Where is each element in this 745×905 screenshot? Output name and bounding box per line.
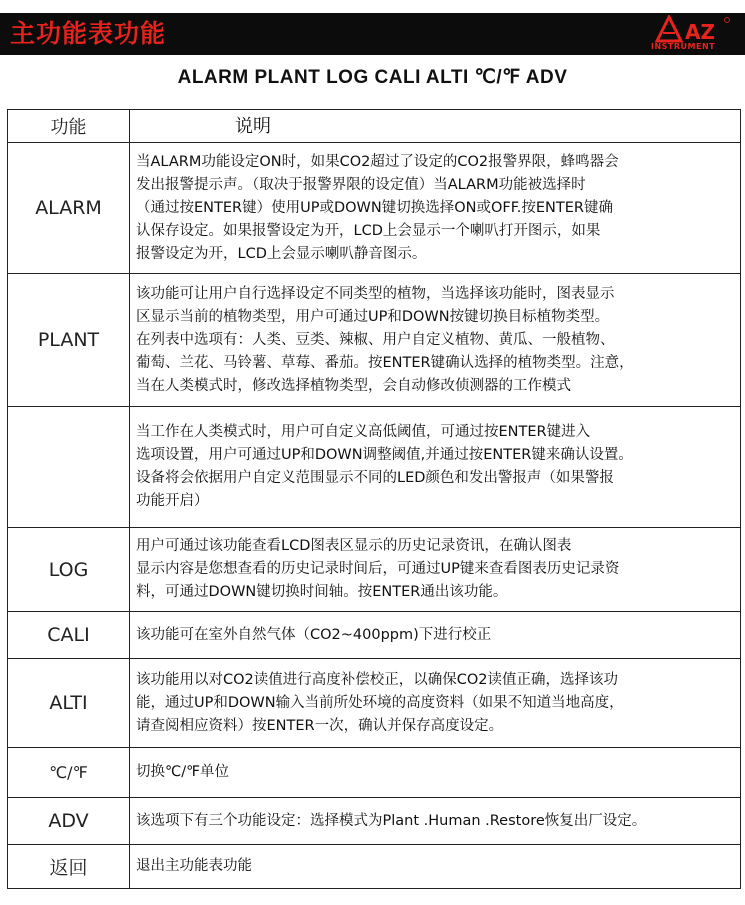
header-bar (0, 13, 745, 55)
table-row (8, 845, 741, 889)
description-line: 在列表中选项有：人类、豆类、辣椒、用户自定义植物、黄瓜、一般植物、 (136, 331, 615, 348)
table-header-row (8, 110, 741, 143)
function-name: CALI (8, 612, 130, 659)
description-line: 设备将会依据用户自定义范围显示不同的LED颜色和发出警报声（如果警报 (136, 470, 614, 486)
table-row (8, 659, 741, 748)
table-row (8, 612, 741, 659)
column-header-description: 说明 (130, 110, 741, 143)
function-name: 返回 (8, 845, 130, 889)
description-line: 当ALARM功能设定ON时，如果CO2超过了设定的CO2报警界限，蜂鸣器会 (136, 153, 619, 170)
function-description (130, 274, 741, 407)
description-line: 当工作在人类模式时，用户可自定义高低阈值，可通过按ENTER键进入 (136, 424, 591, 440)
description-line: 退出主功能表功能 (136, 858, 252, 874)
function-description (130, 407, 741, 528)
description-line: 显示内容是您想查看的历史记录时间后，可通过UP键来查看图表历史记录资 (136, 561, 620, 577)
function-name: PLANT (8, 274, 130, 407)
function-description (130, 748, 741, 798)
description-line: （通过按ENTER键）使用UP或DOWN键切换选择ON或OFF.按ENTER键确 (136, 199, 613, 216)
function-description (130, 659, 741, 748)
function-name: LOG (8, 528, 130, 612)
function-description (130, 798, 741, 845)
function-description (130, 143, 741, 274)
description-line: 请查阅相应资料）按ENTER一次，确认并保存高度设定。 (136, 717, 504, 734)
table-row (8, 798, 741, 845)
description-line: 报警设定为开，LCD上会显示喇叭静音图示。 (136, 245, 427, 262)
function-description (130, 612, 741, 659)
function-table (7, 109, 741, 889)
description-line: 该功能用以对CO2读值进行高度补偿校正，以确保CO2读值正确，选择该功 (136, 671, 619, 688)
svg-text:AZ: AZ (685, 20, 715, 43)
function-description (130, 845, 741, 889)
description-line: 功能开启） (136, 493, 209, 509)
function-name: ALTI (8, 659, 130, 748)
description-line: 用户可通过该功能查看LCD图表区显示的历史记录资讯，在确认图表 (136, 538, 572, 554)
description-line: 能，通过UP和DOWN输入当前所处环境的高度资料（如果不知道当地高度， (136, 694, 624, 711)
description-line: 发出报警提示声。（取决于报警界限的设定值）当ALARM功能被选择时 (136, 176, 586, 193)
description-line: 切换℃/℉单位 (136, 764, 229, 780)
function-list-subtitle: ALARM PLANT LOG CALI ALTI ℃/℉ ADV (177, 67, 568, 88)
function-name: ALARM (8, 143, 130, 274)
description-line: 区显示当前的植物类型，用户可通过UP和DOWN按键切换目标植物类型。 (136, 308, 610, 325)
description-line: 该选项下有三个功能设定：选择模式为Plant .Human .Restore恢复出厂设定。 (136, 812, 647, 829)
function-name (8, 407, 130, 528)
table-row (8, 143, 741, 274)
function-name: ADV (8, 798, 130, 845)
table-row (8, 528, 741, 612)
description-line: 葡萄、兰花、马铃薯、草莓、番茄。按ENTER键确认选择的植物类型。注意， (136, 354, 634, 371)
table-row (8, 274, 741, 407)
function-name: ℃/℉ (8, 748, 130, 798)
logo-text: INSTRUMENT (651, 42, 716, 51)
description-line: 该功能可在室外自然气体（CO2~400ppm)下进行校正 (136, 626, 492, 643)
description-line: 当在人类模式时，修改选择植物类型，会自动修改侦测器的工作模式 (136, 377, 571, 394)
table-row (8, 748, 741, 798)
description-line: 该功能可让用户自行选择设定不同类型的植物，当选择该功能时，图表显示 (136, 285, 615, 302)
description-line: 料，可通过DOWN键切换时间轴。按ENTER通出该功能。 (136, 584, 508, 600)
table-row (8, 407, 741, 528)
function-description (130, 528, 741, 612)
page-title: 主功能表功能 (10, 19, 167, 48)
description-line: 选项设置，用户可通过UP和DOWN调整阈值,并通过按ENTER键来确认设置。 (136, 447, 633, 463)
column-header-function: 功能 (8, 110, 130, 143)
az-instrument-logo (649, 15, 731, 53)
description-line: 认保存设定。如果报警设定为开，LCD上会显示一个喇叭打开图示，如果 (136, 222, 601, 239)
